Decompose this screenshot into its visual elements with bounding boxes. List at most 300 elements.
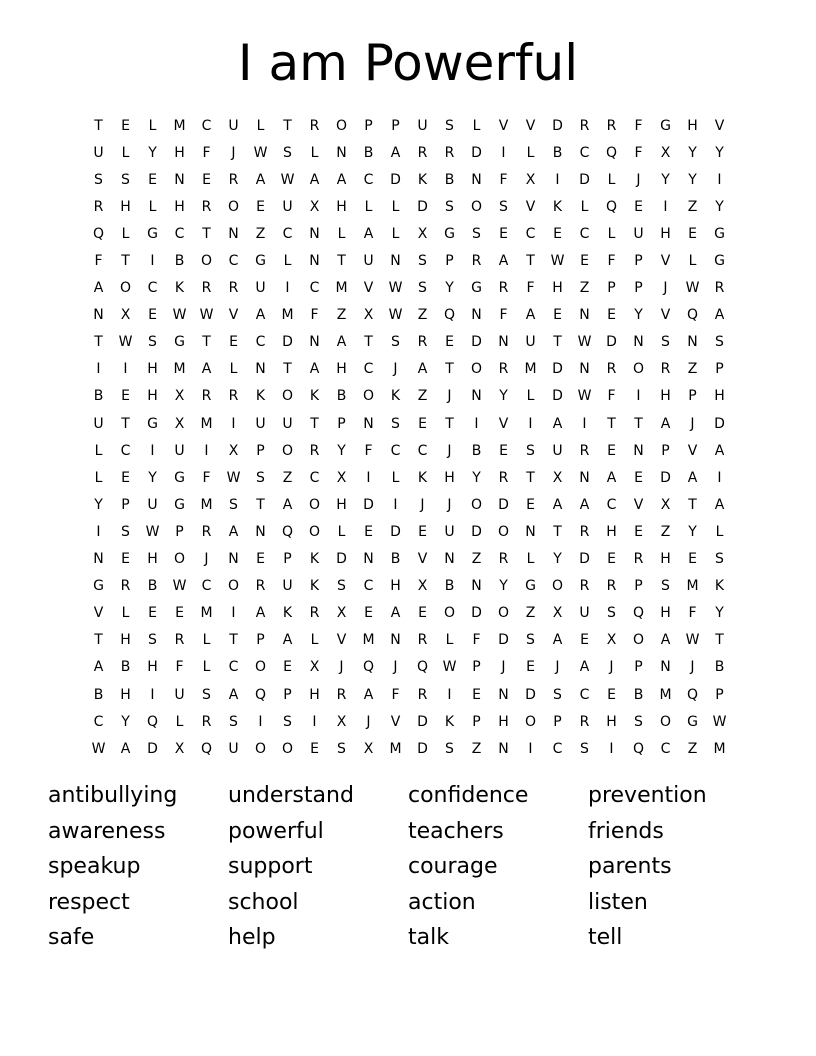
grid-letter: D [147,740,158,757]
grid-letter: N [498,334,509,351]
grid-letter: W [388,280,403,297]
grid-letter: V [633,496,644,513]
grid-letter: I [96,523,101,540]
grid-letter: L [121,144,130,161]
grid-letter: T [607,415,616,432]
grid-letter: I [582,415,587,432]
grid-letter: G [93,578,104,595]
grid-letter: R [579,523,590,540]
grid-letter: K [390,388,401,405]
grid-letter: I [393,496,398,513]
grid-letter: R [201,198,212,215]
grid-letter: D [552,361,563,378]
grid-letter: I [366,469,371,486]
grid-letter: I [555,171,560,188]
grid-letter: G [255,253,266,270]
grid-letter: I [447,686,452,703]
word-bank-item: help [228,925,276,951]
grid-letter: O [281,740,294,757]
grid-letter: E [472,686,481,703]
grid-letter: E [445,334,454,351]
grid-letter: X [552,469,563,486]
grid-letter: L [283,253,292,270]
grid-letter: Z [660,523,671,540]
grid-letter: S [607,605,616,622]
grid-letter: U [282,415,293,432]
grid-letter: S [661,334,670,351]
grid-letter: P [445,253,454,270]
grid-letter: R [228,280,239,297]
grid-letter: P [256,442,265,459]
word-bank-item: friends [588,818,664,844]
grid-letter: D [579,551,590,568]
grid-letter: E [634,469,643,486]
grid-letter: S [121,523,130,540]
grid-letter: V [660,307,671,324]
grid-letter: X [309,659,320,676]
grid-letter: L [445,632,454,649]
grid-letter: S [148,334,157,351]
grid-letter: A [714,496,725,513]
grid-letter: Y [688,171,697,188]
grid-letter: N [444,551,455,568]
grid-letter: P [121,496,130,513]
grid-letter: F [175,659,184,676]
grid-letter: N [687,334,698,351]
grid-letter: T [202,334,211,351]
grid-letter: W [550,253,565,270]
word-bank-item: antibullying [48,783,178,809]
grid-letter: N [633,442,644,459]
grid-letter: L [148,198,157,215]
grid-letter: S [661,578,670,595]
grid-letter: S [256,469,265,486]
grid-letter: M [335,280,348,297]
grid-letter: V [687,442,698,459]
grid-letter: L [94,442,103,459]
grid-letter: L [391,469,400,486]
grid-letter: D [417,740,428,757]
grid-letter: L [337,225,346,242]
word-bank-item: powerful [228,818,324,844]
grid-letter: I [96,361,101,378]
grid-letter: W [118,334,133,351]
grid-letter: T [283,117,292,134]
grid-letter: F [634,144,643,161]
grid-letter: J [393,361,398,378]
grid-letter: Z [282,469,293,486]
grid-letter: I [528,415,533,432]
grid-letter: X [525,171,536,188]
grid-letter: E [418,605,427,622]
grid-letter: O [200,253,213,270]
grid-letter: E [283,659,292,676]
grid-letter: P [634,253,643,270]
grid-letter: W [712,713,727,730]
grid-letter: C [606,496,617,513]
grid-letter: W [577,388,592,405]
grid-letter: S [580,740,589,757]
grid-letter: U [282,578,293,595]
grid-letter: L [229,361,238,378]
grid-letter: J [636,171,641,188]
grid-letter: K [444,713,455,730]
grid-letter: P [634,280,643,297]
grid-letter: Y [715,198,724,215]
grid-letter: P [634,659,643,676]
grid-letter: P [256,632,265,649]
grid-letter: P [283,686,292,703]
grid-letter: E [148,307,157,324]
grid-letter: E [499,225,508,242]
grid-letter: A [282,632,293,649]
grid-letter: P [715,686,724,703]
grid-letter: D [471,144,482,161]
grid-letter: O [443,605,456,622]
grid-letter: D [660,469,671,486]
grid-letter: R [606,578,617,595]
grid-letter: J [231,144,236,161]
grid-letter: R [579,713,590,730]
grid-letter: A [552,496,563,513]
word-bank-item: courage [408,854,498,880]
grid-letter: U [444,523,455,540]
grid-letter: O [470,198,483,215]
word-bank [48,778,768,956]
grid-letter: D [498,632,509,649]
grid-letter: Y [715,144,724,161]
grid-letter: O [470,496,483,513]
grid-letter: I [231,605,236,622]
grid-letter: U [363,253,374,270]
grid-letter: A [660,415,671,432]
grid-letter: G [444,225,455,242]
grid-letter: Q [605,198,618,215]
grid-letter: H [687,117,698,134]
grid-letter: S [715,334,724,351]
word-bank-item: confidence [408,783,529,809]
grid-letter: F [499,307,508,324]
grid-letter: H [336,361,347,378]
grid-letter: R [309,605,320,622]
grid-letter: T [94,117,103,134]
grid-letter: G [174,496,185,513]
grid-letter: F [634,117,643,134]
grid-letter: A [579,496,590,513]
grid-letter: A [390,144,401,161]
grid-letter: L [148,117,157,134]
grid-letter: F [202,144,211,161]
grid-letter: E [418,415,427,432]
grid-letter: A [660,632,671,649]
word-bank-item: talk [408,925,449,951]
word-bank-item: action [408,889,476,915]
grid-letter: S [418,253,427,270]
grid-letter: Z [687,740,698,757]
grid-letter: Q [686,307,699,324]
grid-letter: C [363,171,374,188]
grid-letter: U [93,144,104,161]
grid-letter: S [229,713,238,730]
grid-letter: R [201,713,212,730]
grid-letter: M [200,605,213,622]
grid-letter: Z [525,605,536,622]
grid-letter: Y [553,551,562,568]
grid-letter: T [688,496,697,513]
grid-letter: H [714,388,725,405]
grid-letter: D [363,496,374,513]
grid-letter: E [526,659,535,676]
grid-letter: D [606,334,617,351]
grid-letter: M [200,415,213,432]
grid-letter: T [445,361,454,378]
grid-letter: F [364,442,373,459]
grid-letter: N [309,225,320,242]
grid-letter: C [417,442,428,459]
word-bank-item: respect [48,889,130,915]
grid-letter: H [390,578,401,595]
grid-letter: Q [200,740,213,757]
grid-letter: A [687,469,698,486]
grid-letter: Y [499,578,508,595]
grid-letter: Q [416,659,429,676]
grid-letter: J [447,388,452,405]
grid-letter: R [660,361,671,378]
grid-letter: O [497,523,510,540]
grid-letter: L [175,713,184,730]
grid-letter: O [362,388,375,405]
grid-letter: A [363,225,374,242]
grid-letter: Y [472,469,481,486]
page-title: I am Powerful [237,34,579,92]
grid-letter: L [526,144,535,161]
grid-letter: Q [632,605,645,622]
grid-letter: D [336,551,347,568]
grid-letter: D [282,334,293,351]
word-bank-item: listen [588,889,648,915]
grid-letter: I [663,198,668,215]
grid-letter: A [336,171,347,188]
grid-letter: R [201,280,212,297]
grid-letter: I [150,686,155,703]
grid-letter: R [633,551,644,568]
grid-letter: E [607,686,616,703]
grid-letter: N [471,578,482,595]
grid-letter: C [552,740,563,757]
grid-letter: Z [417,307,428,324]
grid-letter: R [93,198,104,215]
grid-letter: C [228,253,239,270]
grid-letter: L [526,388,535,405]
grid-letter: S [121,171,130,188]
grid-letter: Z [471,740,482,757]
grid-letter: W [172,578,187,595]
grid-letter: X [336,605,347,622]
grid-letter: O [173,551,186,568]
grid-letter: T [553,334,562,351]
grid-letter: G [660,117,671,134]
grid-letter: N [633,334,644,351]
grid-letter: N [498,740,509,757]
grid-letter: J [447,442,452,459]
grid-letter: J [690,659,695,676]
grid-letter: L [310,632,319,649]
grid-letter: Y [148,469,157,486]
grid-letter: H [660,388,671,405]
grid-letter: N [255,361,266,378]
grid-letter: E [364,523,373,540]
grid-letter: E [553,307,562,324]
grid-letter: J [339,659,344,676]
grid-letter: H [498,713,509,730]
grid-letter: W [280,171,295,188]
grid-letter: E [526,496,535,513]
grid-letter: V [93,605,104,622]
grid-letter: E [202,171,211,188]
grid-letter: W [226,469,241,486]
grid-letter: O [281,442,294,459]
grid-letter: C [174,225,185,242]
grid-letter: F [526,280,535,297]
grid-letter: F [310,307,319,324]
grid-letter: G [147,225,158,242]
grid-letter: L [688,253,697,270]
grid-letter: P [688,388,697,405]
grid-letter: L [526,551,535,568]
grid-letter: M [200,496,213,513]
grid-letter: H [309,686,320,703]
grid-letter: T [634,415,643,432]
grid-letter: Y [688,144,697,161]
grid-letter: F [391,686,400,703]
grid-letter: B [633,686,644,703]
grid-letter: U [579,605,590,622]
grid-letter: P [472,659,481,676]
grid-letter: O [659,713,672,730]
grid-letter: B [471,442,482,459]
grid-letter: C [525,225,536,242]
grid-letter: D [552,117,563,134]
grid-letter: A [120,740,131,757]
grid-letter: D [714,415,725,432]
grid-letter: R [579,117,590,134]
grid-letter: P [607,280,616,297]
grid-letter: V [498,415,509,432]
grid-letter: A [201,361,212,378]
grid-letter: E [607,442,616,459]
grid-letter: L [607,225,616,242]
grid-letter: R [471,253,482,270]
grid-letter: Q [254,686,267,703]
grid-letter: G [525,578,536,595]
grid-letter: V [660,253,671,270]
grid-letter: X [174,740,185,757]
grid-letter: K [714,578,725,595]
grid-letter: A [282,496,293,513]
grid-letter: P [472,713,481,730]
grid-letter: H [660,551,671,568]
grid-letter: N [228,225,239,242]
grid-letter: C [579,144,590,161]
grid-letter: S [445,198,454,215]
grid-letter: A [336,334,347,351]
grid-letter: T [121,415,130,432]
grid-letter: A [228,523,239,540]
grid-letter: N [363,415,374,432]
grid-letter: L [337,523,346,540]
grid-letter: K [417,171,428,188]
grid-letter: Q [362,659,375,676]
grid-letter: C [120,442,131,459]
grid-letter: R [417,632,428,649]
grid-letter: A [93,659,104,676]
grid-letter: I [528,740,533,757]
grid-letter: N [579,361,590,378]
grid-letter: O [335,117,348,134]
grid-letter: R [309,442,320,459]
grid-letter: X [417,578,428,595]
grid-letter: G [714,253,725,270]
grid-letter: N [471,388,482,405]
grid-letter: X [336,713,347,730]
grid-letter: Q [632,740,645,757]
grid-letter: C [390,442,401,459]
grid-letter: L [310,144,319,161]
grid-letter: C [579,686,590,703]
grid-letter: E [688,225,697,242]
grid-letter: R [228,388,239,405]
grid-letter: M [659,686,672,703]
grid-letter: L [391,198,400,215]
grid-letter: E [607,551,616,568]
grid-letter: E [688,551,697,568]
grid-letter: I [123,361,128,378]
grid-letter: D [417,198,428,215]
grid-letter: X [309,198,320,215]
grid-letter: K [282,605,293,622]
grid-letter: N [579,469,590,486]
grid-letter: B [174,253,185,270]
grid-letter: F [94,253,103,270]
grid-letter: O [632,632,645,649]
grid-letter: T [283,361,292,378]
grid-letter: P [661,442,670,459]
grid-letter: E [256,551,265,568]
grid-letter: S [499,198,508,215]
grid-letter: J [609,659,614,676]
grid-letter: D [471,605,482,622]
grid-letter: R [417,334,428,351]
grid-letter: O [254,740,267,757]
grid-letter: D [471,334,482,351]
grid-letter: B [714,659,725,676]
grid-letter: K [255,388,266,405]
grid-letter: S [94,171,103,188]
grid-letter: F [607,253,616,270]
word-bank-item: speakup [48,854,141,880]
grid-letter: P [337,415,346,432]
grid-letter: A [417,361,428,378]
grid-letter: I [474,415,479,432]
grid-letter: Y [661,171,670,188]
grid-letter: N [228,551,239,568]
grid-letter: E [121,388,130,405]
grid-letter: N [471,307,482,324]
grid-letter: N [525,523,536,540]
grid-letter: L [580,198,589,215]
grid-letter: T [202,225,211,242]
grid-letter: S [553,686,562,703]
